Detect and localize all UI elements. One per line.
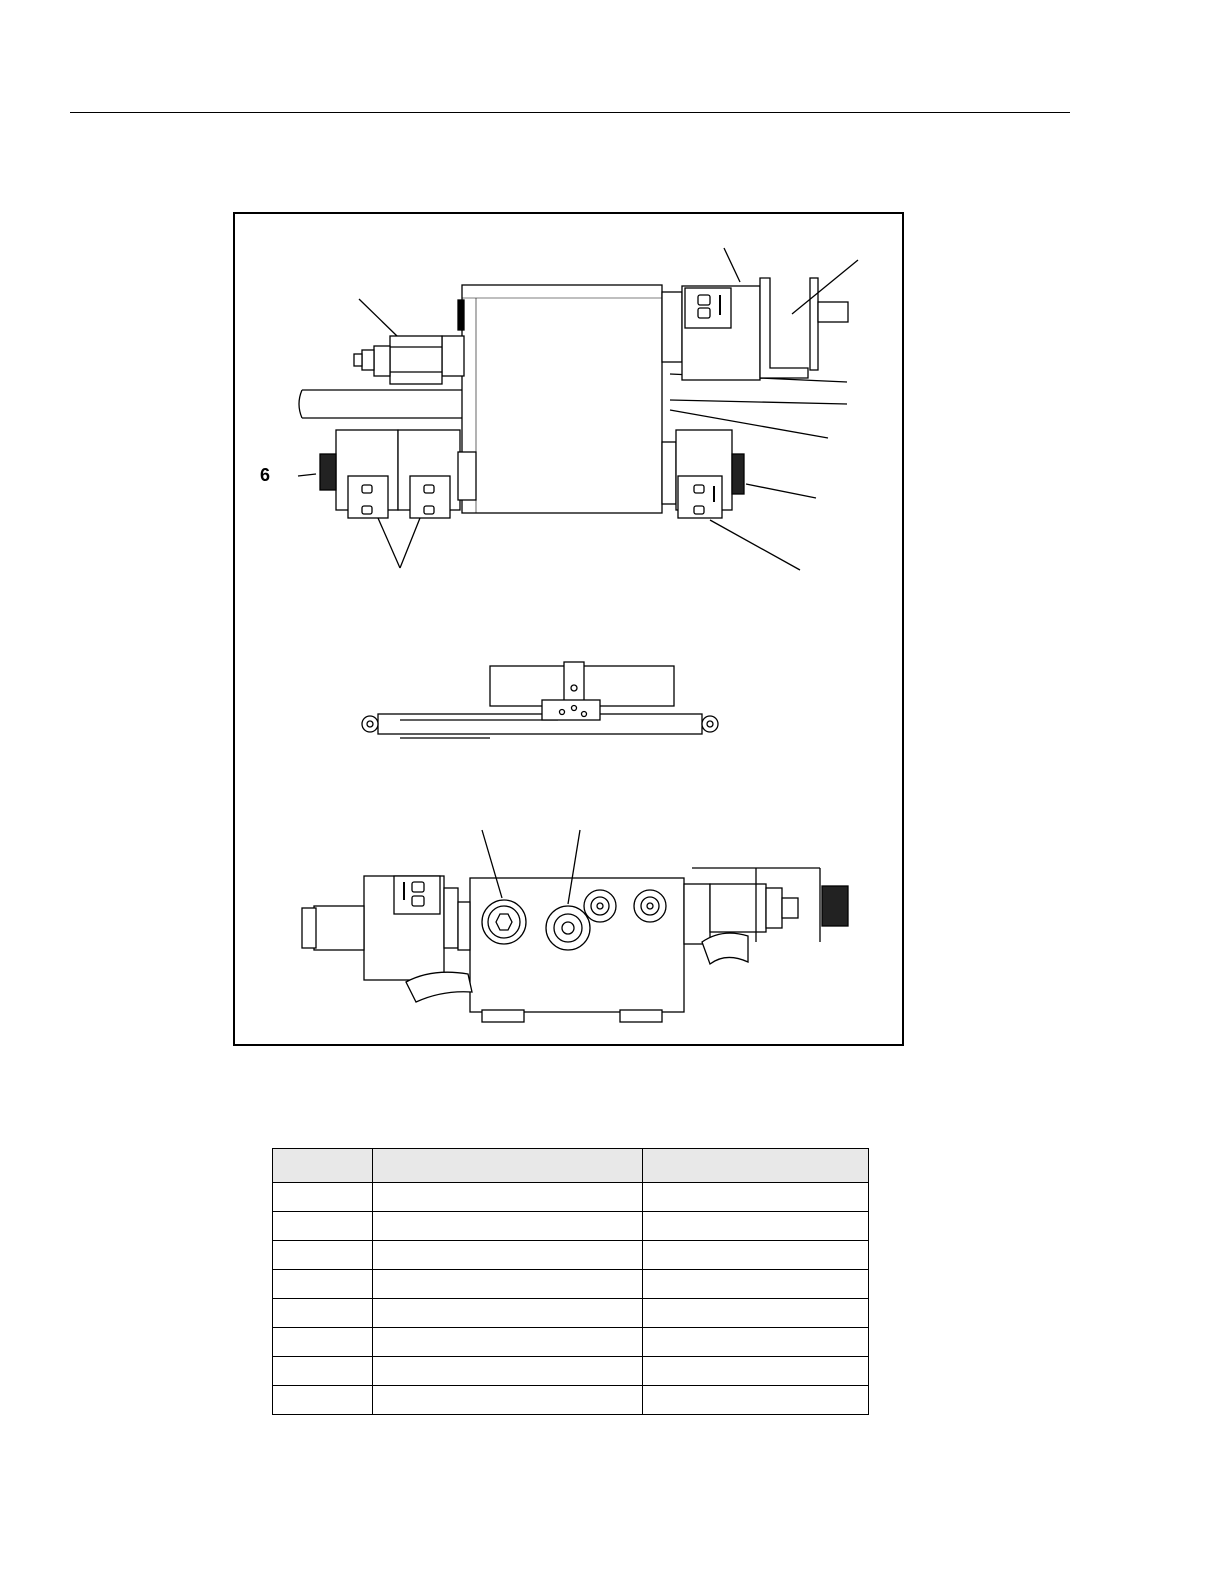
figure-frame (233, 212, 904, 1046)
table-row (273, 1241, 869, 1270)
table-cell (273, 1270, 373, 1299)
table-cell (373, 1212, 643, 1241)
table-header-row (273, 1149, 869, 1183)
table-header-cell (273, 1149, 373, 1183)
table-row (273, 1299, 869, 1328)
table-cell (643, 1183, 869, 1212)
table-cell (643, 1241, 869, 1270)
table-cell (643, 1328, 869, 1357)
front-view (302, 830, 848, 1022)
table-cell (373, 1357, 643, 1386)
table-cell (373, 1299, 643, 1328)
table-row (273, 1270, 869, 1299)
table-header-cell (643, 1149, 869, 1183)
table-cell (273, 1241, 373, 1270)
side-view (362, 662, 718, 738)
table-header-cell (373, 1149, 643, 1183)
table-cell (273, 1212, 373, 1241)
header-rule (70, 112, 1070, 113)
table-row (273, 1357, 869, 1386)
table-cell (643, 1299, 869, 1328)
callout-item-6: 6 (260, 465, 271, 485)
table-cell (643, 1212, 869, 1241)
table-cell (643, 1270, 869, 1299)
table-cell (643, 1357, 869, 1386)
table-cell (273, 1357, 373, 1386)
parts-table (272, 1148, 869, 1415)
table-cell (373, 1386, 643, 1415)
table-cell (373, 1270, 643, 1299)
valve-assembly-illustration (235, 214, 906, 1048)
table-cell (643, 1386, 869, 1415)
table-cell (373, 1183, 643, 1212)
top-view (298, 248, 858, 570)
table-cell (273, 1386, 373, 1415)
table-cell (273, 1183, 373, 1212)
table-row (273, 1386, 869, 1415)
table-cell (373, 1241, 643, 1270)
table-row (273, 1212, 869, 1241)
table-row (273, 1183, 869, 1212)
table-cell (273, 1299, 373, 1328)
table-row (273, 1328, 869, 1357)
table-cell (373, 1328, 643, 1357)
table-cell (273, 1328, 373, 1357)
